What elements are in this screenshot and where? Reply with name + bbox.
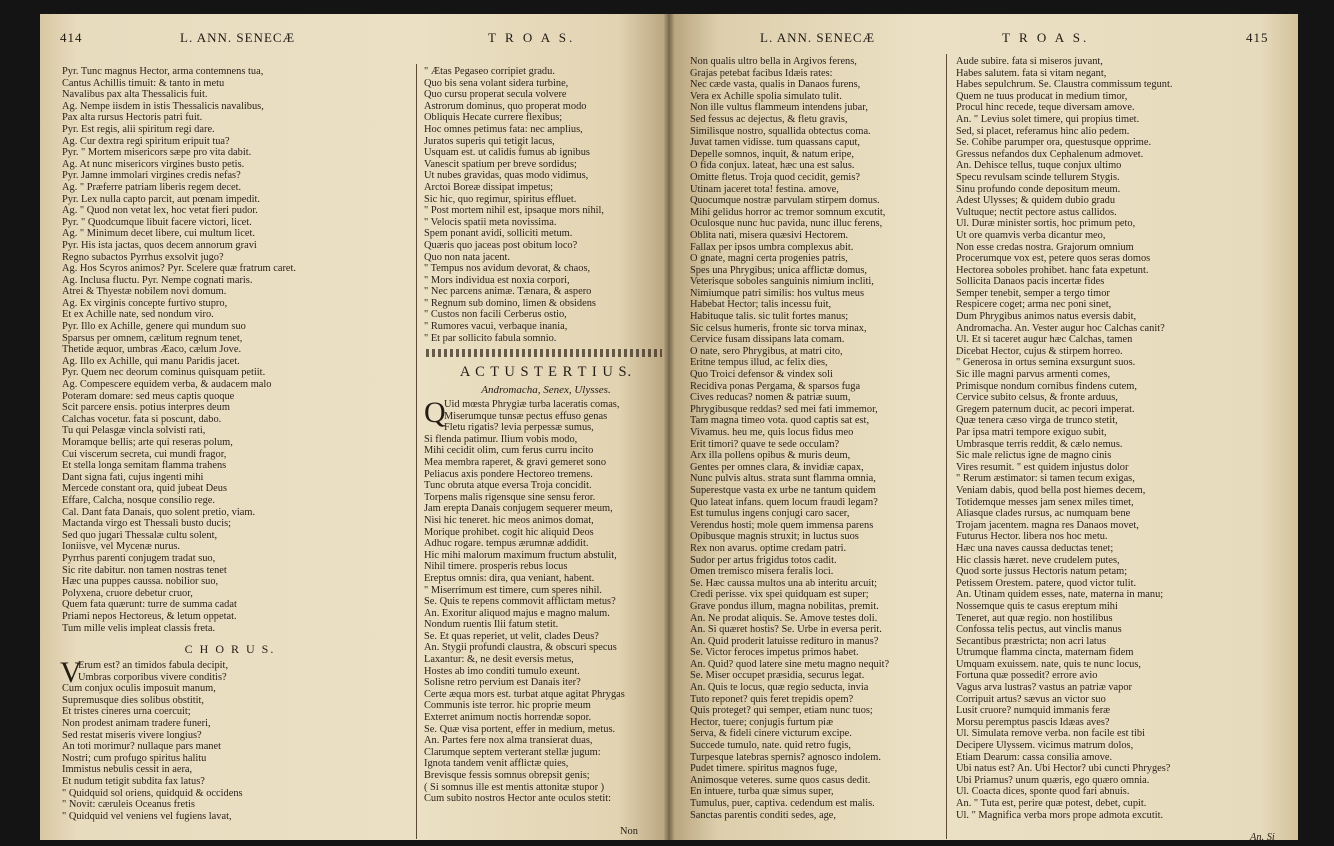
text-line: Eritne tempus illud, ac felix dies, [690, 357, 828, 369]
text-line: Omen tremisco misera feralis loci. [690, 566, 834, 578]
text-line: Ereptus omnis: dira, qua veniant, habent. [424, 572, 595, 584]
text-line: Dum Phrygibus animos natus eversis dabit, [956, 311, 1137, 323]
text-line: Dicebat Hector, cujus & stirpem horreo. [956, 345, 1123, 357]
text-line: " Rerum æstimator: si tamen tecum exigas, [956, 473, 1135, 485]
text-line: Hoc omnes petimus fata: nec amplius, [424, 123, 583, 135]
text-line: Spem ponant avidi, solliciti metum. [424, 228, 573, 240]
text-line: Procerumque vox est, petere quos seras domos [956, 253, 1151, 265]
text-line: Petissem Orestem. patere, quod victor tulit. [956, 577, 1137, 589]
text-line: Quocumque nostræ parvulam stirpem domus. [690, 195, 880, 207]
left-column-1-chorus [60, 656, 408, 822]
text-line: Oblita nati, misera quæsivi Hectorem. [690, 229, 849, 241]
text-line: Mea membra raperet, & gravi gemeret sono [424, 456, 607, 468]
text-line: Nondum ruentis Ilii fatum stetit. [424, 619, 559, 631]
text-line: Credi perisse. vix spei quidquam est super; [690, 589, 869, 601]
text-line: Specu revulsam scinde tellurem Stygis. [956, 171, 1120, 183]
text-line: Quod sorte jussus Hectoris natum petam; [956, 566, 1128, 578]
text-line: Morsu peremptus pascis Idæas aves? [956, 716, 1110, 728]
right-column-2 [956, 56, 1282, 821]
left-column-rule [416, 64, 417, 839]
text-line: Futurus Hector. libera nos hoc metu. [956, 531, 1108, 543]
text-line: Sed, si placet, referamus hinc alio pedem. [956, 125, 1130, 137]
text-line: Sic celsus humeris, fronte sic torva minax, [690, 322, 867, 334]
text-line: Pudet timere. spiritus magnos fuge, [690, 763, 838, 775]
text-line: Ag. Compescere equidem verba, & audacem malo [62, 379, 272, 391]
text-line: Habes salutem. fata si vitam negant, [956, 67, 1107, 79]
text-line: Nimiumque patri similis: hos vultus meus [690, 287, 865, 299]
left-catchword: Non [620, 826, 638, 837]
text-line: An. Quis te locus, quæ regio seducta, invia [690, 682, 869, 694]
text-line: Atrei & Thyestæ nobilem novi domum. [62, 286, 227, 298]
text-line: Sic ille magni parvus armenti comes, [956, 369, 1111, 381]
text-line: Sic male relictus igne de magno cinis [956, 450, 1112, 462]
text-line: Veniam dabis, quod bella post hiemes decem, [956, 484, 1146, 496]
text-line: Adhuc rogare. tempus ærumnæ addidit. [424, 538, 589, 550]
text-line: Umbras corporibus vivere conditis? [78, 671, 227, 683]
text-line: Certe æqua mors est. turbat atque agitat Phrygas [424, 688, 625, 700]
text-line: Adest Ulysses; & quidem dubio gradu [956, 195, 1116, 207]
text-line: Teneret, aut quæ regio. non hostilibus [956, 612, 1113, 624]
text-line: Utrumque flamma cincta, maternam fidem [956, 647, 1134, 659]
text-line: Fallax per ipsos umbra complexus abit. [690, 241, 854, 253]
text-line: Erit timori? quave te sede occulam? [690, 438, 840, 450]
text-line: Turpesque latebras spernis? agnosco indolem. [690, 751, 881, 763]
text-line: Lusit cruore? numquid immanis feræ [956, 705, 1111, 717]
text-line: Se. Quæ visa portent, effer in medium, metus. [424, 723, 616, 735]
text-line: Tu qui Pelasgæ vincla solvisti rati, [62, 425, 206, 437]
text-line: Animosque veteres. sume quos casus dedit. [690, 774, 871, 786]
text-line: Ignota tandem venit afflictæ quies, [424, 758, 569, 770]
text-line: Sic rite dabitur. non tamen nostras tenet [62, 564, 227, 576]
text-line: An. Si quæret hostis? Se. Urbe in eversa perit. [690, 624, 882, 636]
text-line: Tuto reponet? quis feret trepidis opem? [690, 693, 854, 705]
text-line: Si flenda patimur. Ilium vobis modo, [424, 433, 578, 445]
text-line: Uid mœsta Phrygiæ turba laceratis comas, [444, 399, 620, 410]
text-line: An toti morimur? nullaque pars manet [62, 741, 221, 753]
text-line: Sanctas parentis conditi sedes, age, [690, 809, 837, 821]
text-line: An. " Tuta est, perire quæ potest, debet, cupit. [956, 798, 1147, 809]
text-line: Hectorea soboles prohibet. hanc fata expetunt. [956, 264, 1149, 276]
text-line: Confossa telis pectus, aut vinclis manus [956, 624, 1122, 636]
text-line: Trojam jacentem. magna res Danaos movet, [956, 519, 1139, 531]
text-line: " Post mortem nihil est, ipsaque mors nihil, [424, 205, 605, 217]
text-line: Jam erepta Danais conjugem sequerer meum, [424, 503, 613, 515]
right-running-head-title: T R O A S. [1002, 30, 1090, 45]
text-line: Non qualis ultro bella in Argivos ferens, [690, 56, 857, 67]
text-line: Gentes per omnes clara, & invidiæ capax, [690, 461, 864, 473]
text-line: Mercede constant ora, quid jubeat Deus [62, 483, 228, 495]
text-line: Ag. Hos Scyros animos? Pyr. Scelere quæ fratrum caret. [62, 263, 297, 275]
text-line: Ag. Illo ex Achille, qui manu Paridis jacet. [62, 355, 240, 367]
text-line: Se. Miser occupet præsidia, securus legat. [690, 670, 865, 682]
act-drop-cap: Q [424, 396, 446, 429]
left-running-head: L. ANN. SENECÆ [180, 30, 296, 45]
text-line: Exterret animum noctis horrendæ sopor. [424, 712, 592, 724]
text-line: Aliasque clades rursus, ac numquam bene [956, 508, 1131, 520]
text-line: Juvat tamen vidisse. tum quassans caput, [690, 137, 860, 149]
text-line: En intuere, turba quæ simus super, [690, 786, 834, 798]
text-line: Cal. Dant fata Danais, quo solent pretio, viam. [62, 506, 256, 518]
text-line: Et nudum tetigit subdita fax latus? [62, 775, 205, 787]
text-line: Nossemque quis te casus ereptum mihi [956, 600, 1118, 612]
text-line: Juratos superis qui tetigit lacus, [424, 135, 555, 147]
text-line: Navalibus pax alta Thessalicis fuit. [62, 89, 208, 101]
text-line: Torpens malis rigensque sine sensu feror. [424, 491, 596, 503]
text-line: Ut nubes gravidas, quas modo vidimus, [424, 170, 589, 182]
text-line: " Quidquid sol oriens, quidquid & occidens [62, 787, 243, 799]
text-line: Rex non avarus. optime credam patri. [690, 542, 847, 554]
text-line: Cervice subito celsus, & fronte arduus, [956, 392, 1118, 404]
text-line: Effare, Calcha, nosque consilio rege. [62, 494, 216, 506]
text-line: Poteram domare: sed meus captis quoque [62, 390, 235, 402]
text-line: " Ætas Pegaseo corripiet gradu. [424, 66, 555, 77]
text-line: Immistus nebulis cessit in aera, [62, 764, 193, 776]
text-line: Quis proteget? qui semper, etiam nunc tuos; [690, 705, 873, 717]
text-line: " Et par sollicito fabula somnio. [424, 332, 557, 344]
text-line: Sed fessus ac dejectus, & fletu gravis, [690, 113, 848, 125]
text-line: Et stella longa semitam flamma trahens [62, 460, 227, 472]
text-line: Hæc una puppes caussa. nobilior suo, [62, 576, 219, 588]
text-line: Ag. Nempe iisdem in istis Thessalicis navalibus, [62, 100, 264, 112]
text-line: " Novit: cæruleis Oceanus fretis [62, 799, 195, 811]
text-line: Habebat Hector; talis incessu fuit, [690, 299, 832, 311]
text-line: Erum est? an timidos fabula decipit, [78, 660, 229, 671]
text-line: Est tumulus ingens conjugi caro sacer, [690, 508, 850, 520]
text-line: Quem fata quærunt: turre de summa cadat [62, 599, 237, 611]
text-line: Habes sepulchrum. Se. Claustra commissum tegunt. [956, 79, 1173, 91]
text-line: Ag. Inclusa fluctu. Pyr. Nempe cognati maris. [62, 274, 253, 286]
text-line: Pyr. His ista jactas, quos decem annorum gravi [62, 239, 257, 251]
text-line: Opibusque magnis struxit; in luctus suos [690, 531, 859, 543]
text-line: " Generosa in ortus semina exsurgunt suos. [956, 357, 1136, 369]
text-line: " Velocis spatii meta novissima. [424, 216, 557, 228]
text-line: Regno subactos Pyrrhus exsolvit jugo? [62, 251, 224, 263]
text-line: Primisque nondum cornibus findens cutem, [956, 380, 1137, 392]
right-column-rule [946, 54, 947, 839]
text-line: " Mors individua est noxia corpori, [424, 274, 570, 286]
text-line: Sollicita Danaos pacis incertæ fides [956, 276, 1105, 288]
text-line: Vera ex Achille spolia simulato tulit. [690, 90, 842, 102]
text-line: Hic mihi malorum maximum fructum abstulit, [424, 549, 617, 561]
text-line: Phrygibusque reddas? sed mei fati immemor, [690, 403, 878, 415]
text-line: Arctoi Boreæ dissipat impetus; [424, 181, 554, 193]
left-running-head-title: T R O A S. [488, 30, 576, 45]
text-line: Mihi cecidit olim, cum ferus curru incito [424, 445, 594, 457]
text-line: Ul. Coacta dices, sponte quod fari abnuis. [956, 786, 1130, 798]
text-line: Usquam est. ut calidis fumus ab ignibus [424, 147, 590, 159]
text-line: Et ex Achille nate, sed nondum viro. [62, 309, 214, 321]
text-line: Pyr. Tunc magnus Hector, arma contemnens tua, [62, 66, 264, 77]
chorus-drop-cap: V [60, 656, 82, 689]
text-line: Supremusque dies solibus obstitit, [62, 694, 205, 706]
text-line: Serva, & fideli cinere victurum excipe. [690, 728, 852, 740]
text-line: Solisne retro pervium est Danais iter? [424, 677, 581, 689]
text-line: Sed restat miseris vivere longius? [62, 729, 202, 741]
text-line: An. Dehisce tellus, tuque conjux ultimo [956, 160, 1122, 172]
text-line: Astrorum dominus, quo properat modo [424, 100, 587, 112]
text-line: Superestque vasta ex urbe ne tantum quidem [690, 484, 876, 496]
text-line: An. Quid? quod latere sine metu magno nequit? [690, 658, 890, 670]
text-line: Procul hinc recede, teque diversam amove. [956, 102, 1135, 114]
text-line: Ul. Duræ minister sortis, hoc primum peto, [956, 218, 1136, 230]
text-line: Omitte fletus. Troja quod cecidit, gemis? [690, 171, 860, 183]
text-line: An. Exoritur aliquod majus e magno malum. [424, 607, 610, 619]
text-line: Grave pondus illum, magna nobilitas, premit. [690, 600, 879, 612]
text-line: Nihil timere. prosperis rebus locus [424, 561, 568, 573]
text-line: Sed quo jugari Thessalæ cultu solent, [62, 529, 218, 541]
right-page-number: 415 [1246, 30, 1269, 45]
text-line: Non esse credas nostra. Grajorum omnium [956, 241, 1134, 253]
text-line: Umbrasque terris reddit, & cælo nemus. [956, 438, 1123, 450]
text-line: Quæ tenera cæso virga de trunco stetit, [956, 415, 1118, 427]
text-line: Ubi natus est? An. Ubi Hector? ubi cuncti Phryges? [956, 763, 1171, 775]
text-line: An. Utinam quidem esses, nate, materna in manu; [956, 589, 1164, 601]
text-line: Quo bis sena volant sidera turbine, [424, 77, 569, 89]
text-line: Semper tenebit, semper a tergo timor [956, 287, 1110, 299]
text-line: Ut ore quamvis verba dicantur meo, [956, 229, 1106, 241]
text-line: Nec cæde vasta, qualis in Danaos furens, [690, 79, 861, 91]
text-line: Ul. " Magnifica verba mors prope admota excutit. [956, 809, 1164, 821]
text-line: Similisque nostro, squallida obtectus coma. [690, 125, 871, 137]
text-line: Cui viscerum secreta, cui mundi fragor, [62, 448, 227, 460]
text-line: O gnate, magni certa progenies patris, [690, 253, 848, 265]
text-line: Miserumque tunsæ pectus effuso genas [444, 410, 608, 422]
text-line: Vagus arva lustras? vastus an patriæ vapor [956, 682, 1133, 694]
text-line: Cum subito nostros Hector ante oculos stetit: [424, 793, 612, 805]
text-line: O nate, sero Phrygibus, at matri cito, [690, 345, 843, 357]
text-line: Pyr. " Mortem misericors sæpe pro vita dabit. [62, 147, 252, 159]
text-line: Communis iste terror. hic proprie meum [424, 700, 591, 712]
text-line: Totidemque messes jam senex miles timet, [956, 496, 1134, 508]
text-line: Vanescit spatium per breve sordidus; [424, 158, 577, 170]
text-line: Non ille vultus flammeum intendens jubar, [690, 102, 868, 114]
text-line: Andromacha. An. Vester augur hoc Calchas canit? [956, 322, 1165, 334]
text-line: Et tristes cineres urna coercuit; [62, 706, 191, 718]
text-line: Nostri; cum profugo spiritus halitu [62, 752, 207, 764]
text-line: Hector, tuere; conjugis furtum piæ [690, 716, 833, 728]
text-line: Etiam Dearum: cassa consilia amove. [956, 751, 1113, 763]
text-line: Vivamus. heu me, quis locus fidus meo [690, 427, 854, 438]
text-line: Quem ne tuus producat in medium timor, [956, 90, 1128, 102]
left-column-1-dialogue [62, 66, 408, 634]
text-line: Fortuna quæ possedit? errore avio [956, 670, 1098, 682]
text-line: Ag. At nunc misericors virgines busto petis. [62, 158, 245, 170]
text-line: Ag. " Minimum decet libere, cui multum licet. [62, 228, 255, 240]
text-line: Scit parcere ensis. potius interpres deum [62, 402, 230, 414]
text-line: An. Ne prodat aliquis. Se. Amove testes doli. [690, 612, 878, 624]
text-line: Quo lateat infans. quem locum fraudi legam? [690, 496, 878, 508]
text-line: Se. Hæc caussa multos una ab interitu arcuit; [690, 577, 877, 589]
text-line: Tam magna timeo vota. quod captis sat est, [690, 415, 870, 427]
text-line: Quæris quo jaceas post obitum loco? [424, 239, 578, 251]
text-line: Hæc una naves caussa deductas tenet; [956, 542, 1114, 554]
text-line: Clarumque septem verterant stellæ jugum: [424, 746, 601, 758]
text-line: Recidiva ponas Pergama, & sparsos fuga [690, 380, 861, 392]
text-line: Gregem paternum ducit, ac pecori imperat. [956, 403, 1135, 415]
text-line: Sic hic, quo regimur, spiritus effluet. [424, 193, 577, 205]
text-line: Grajas petebat facibus Idæis rates: [690, 67, 833, 79]
text-line: O fida conjux. lateat, hæc una est salus. [690, 160, 855, 172]
ornament-band [426, 349, 662, 357]
text-line: Par ipsa matri tempore exiguo subit, [956, 427, 1107, 438]
text-line: Se. Quis te repens commovit afflictam metus? [424, 596, 616, 608]
text-line: Quo Troici defensor & vindex soli [690, 369, 833, 381]
text-line: Arx illa pollens opibus & muris deum, [690, 450, 851, 462]
text-line: Oculosque nunc huc pavida, nunc illuc ferens, [690, 218, 883, 230]
text-line: An. Stygii profundi claustra, & obscuri specus [424, 642, 617, 654]
left-page-number: 414 [60, 30, 83, 45]
right-catchword: An. Si [1250, 832, 1275, 843]
text-line: Depelle somnos, inquit, & natum eripe, [690, 148, 854, 160]
text-line: Respicere coget; arma nec poni sinet, [956, 299, 1112, 311]
text-line: Peliacus axis pondere Hectoreo tremens. [424, 468, 593, 480]
text-line: Sinu profundo conde depositum meum. [956, 183, 1121, 195]
text-line: Mihi gelidus horror ac tremor somnum excutit, [690, 206, 886, 218]
text-line: Cervice fusam dissipans lata comam. [690, 334, 845, 346]
text-line: Cum conjux oculis imposuit manum, [62, 683, 216, 695]
text-line: Fletu rigatis? levia perpessæ sumus, [444, 422, 594, 434]
text-line: Pyr. Illo ex Achille, genere qui mundum suo [62, 321, 246, 333]
text-line: Ubi Priamus? unum quæris, ego quæro omnia. [956, 774, 1150, 786]
text-line: Moramque bellis; arte qui reseras polum, [62, 437, 233, 448]
text-line: Ul. Et si taceret augur hæc Calchas, tamen [956, 334, 1133, 346]
text-line: Vires resumit. " est quidem injustus dolor [956, 461, 1129, 473]
text-line: " Custos non facili Cerberus ostio, [424, 309, 567, 321]
text-line: Decipere Ulyssem. vicimus matrum dolos, [956, 740, 1134, 752]
text-line: Se. Cohibe parumper ora, questusque opprime. [956, 137, 1152, 149]
text-line: Brevisque fessis somnus obrepsit genis; [424, 770, 590, 781]
text-line: Ul. Simulata remove verba. non facile est tibi [956, 728, 1145, 740]
text-line: Aude subire. fata si miseros juvant, [956, 56, 1103, 67]
right-column-1 [690, 56, 942, 821]
text-line: Verendus hosti; mole quem immensa parens [690, 519, 874, 531]
text-line: Obliquis Hecate currere flexibus; [424, 112, 563, 124]
text-line: Secantibus præstricta; non acri latus [956, 635, 1107, 647]
text-line: Sparsus per omnem, cælitum regnum tenet, [62, 332, 243, 344]
text-line: Pyr. Quem nec deorum cominus quisquam petiit. [62, 367, 266, 379]
text-line: Dant signa fati, cujus ingenti mihi [62, 471, 204, 483]
text-line: Pyr. " Quodcumque libuit facere victori, licet. [62, 216, 252, 228]
text-line: Umquam exuissem. nate, quis te nunc locus, [956, 658, 1141, 670]
text-line: Pyr. Est regis, alii spiritum regi dare. [62, 123, 215, 135]
text-line: Vultuque; nectit pectore astus callidos. [956, 206, 1117, 218]
chorus-heading: C H O R U S. [184, 642, 276, 656]
text-line: Succede tumulo, nate. quid retro fugis, [690, 740, 852, 752]
text-line: Polyxena, cruore debetur cruor, [62, 587, 193, 599]
text-line: Hostes ab imo conditi tumulo exeunt. [424, 665, 580, 677]
text-line: Pyr. Lex nulla capto parcit, aut pœnam impedit. [62, 193, 260, 205]
text-line: Sudor per artus frigidus totos cadit. [690, 554, 837, 566]
text-line: An. Quid proderit latuisse redituro in manus? [690, 635, 879, 647]
text-line: Cantus Achillis timuit: & tanto in metu [62, 77, 225, 89]
text-line: Utinam jaceret tota! festina. amove, [690, 183, 839, 195]
text-line: Tumulus, puer, captiva. cedendum est malis. [690, 798, 875, 809]
act-persons: Andromacha, Senex, Ulysses. [481, 384, 611, 396]
text-line: Pyrrhus parenti conjugem tradat suo, [62, 552, 216, 564]
act-title: A C T U S T E R T I U S. [459, 364, 633, 380]
text-line: " Nec parcens animæ. Tænara, & aspero [424, 286, 592, 298]
text-line: " Rumores vacui, verbaque inania, [424, 321, 568, 333]
text-line: " Regnum sub domino, limen & obsidens [424, 297, 596, 309]
text-line: Corripuit artus? sævus an victor suo [956, 693, 1106, 705]
text-line: Spes una Phrygibus; unica afflictæ domus, [690, 264, 868, 276]
text-line: Habituque talis. sic tulit fortes manus; [690, 311, 849, 323]
left-column-2-act [424, 396, 668, 805]
text-line: Veterisque soboles sanguinis nimium incliti, [690, 276, 874, 288]
text-line: " Tempus nos avidum devorat, & chaos, [424, 263, 591, 275]
text-line: Thetide æquor, umbras Æaco, cælum Jove. [62, 344, 242, 356]
text-line: Ag. Ex virginis concepte furtivo stupro, [62, 297, 228, 309]
text-line: Mactanda virgo est Thessali busto ducis; [62, 518, 232, 530]
text-line: Laxantur: &, ne desit eversis metus, [424, 654, 574, 666]
text-line: Quo non nata jacent. [424, 251, 510, 263]
text-line: Gressus nefandos dux Cephalenum admovet. [956, 148, 1144, 160]
text-line: Pax alta rursus Hectoris patri fuit. [62, 112, 203, 124]
text-line: An. Partes fere nox alma transierat duas, [424, 735, 593, 747]
text-line: Nunc pulvis altus. strata sunt flamma omnia, [690, 473, 876, 485]
text-line: Hic classis hæret. neve crudelem putes, [956, 554, 1120, 566]
text-line: " Miserrimum est timere, cum speres nihil. [424, 584, 602, 596]
text-line: Morique prohibet. cogit hic aliquid Deos [424, 526, 594, 538]
text-line: Pyr. Jamne immolari virgines credis nefas? [62, 170, 241, 182]
text-line: Calchas vocetur. fata si poscunt, dabo. [62, 413, 222, 425]
text-line: Ag. " Præferre patriam liberis regem decet. [62, 181, 242, 193]
text-line: Nisi hic teneret. hic meos animos domat, [424, 514, 594, 526]
text-line: Non prodest animam tradere funeri, [62, 717, 211, 729]
text-line: " Quidquid vel veniens vel fugiens lavat, [62, 810, 232, 822]
text-line: Se. Victor feroces impetus primos habet. [690, 647, 859, 659]
text-line: ( Si somnus ille est mentis attonitæ stupor ) [424, 781, 605, 793]
text-line: Cives reducas? nomen & patriæ suum, [690, 392, 851, 404]
right-running-head: L. ANN. SENECÆ [760, 30, 876, 45]
text-line: Quo cursu properat secula volvere [424, 89, 567, 101]
text-line: Priami nepos Hectoreus, & letum oppetat. [62, 610, 237, 622]
text-line: Ag. Cur dextra regi spiritum eripuit tua? [62, 135, 230, 147]
left-column-2-chorus [424, 66, 668, 344]
text-line: Tum mille velis impleat classis freta. [62, 622, 216, 634]
text-line: An. " Levius solet timere, qui propius timet. [956, 113, 1140, 125]
text-line: Ag. " Quod non vetat lex, hoc vetat fieri pudor. [62, 205, 258, 217]
text-line: Ioniisve, vel Mycenæ nurus. [62, 541, 181, 553]
text-line: Se. Et quas reperiet, ut velit, clades Deus? [424, 630, 599, 642]
text-line: Tunc obruta atque eversa Troja concidit. [424, 480, 592, 492]
